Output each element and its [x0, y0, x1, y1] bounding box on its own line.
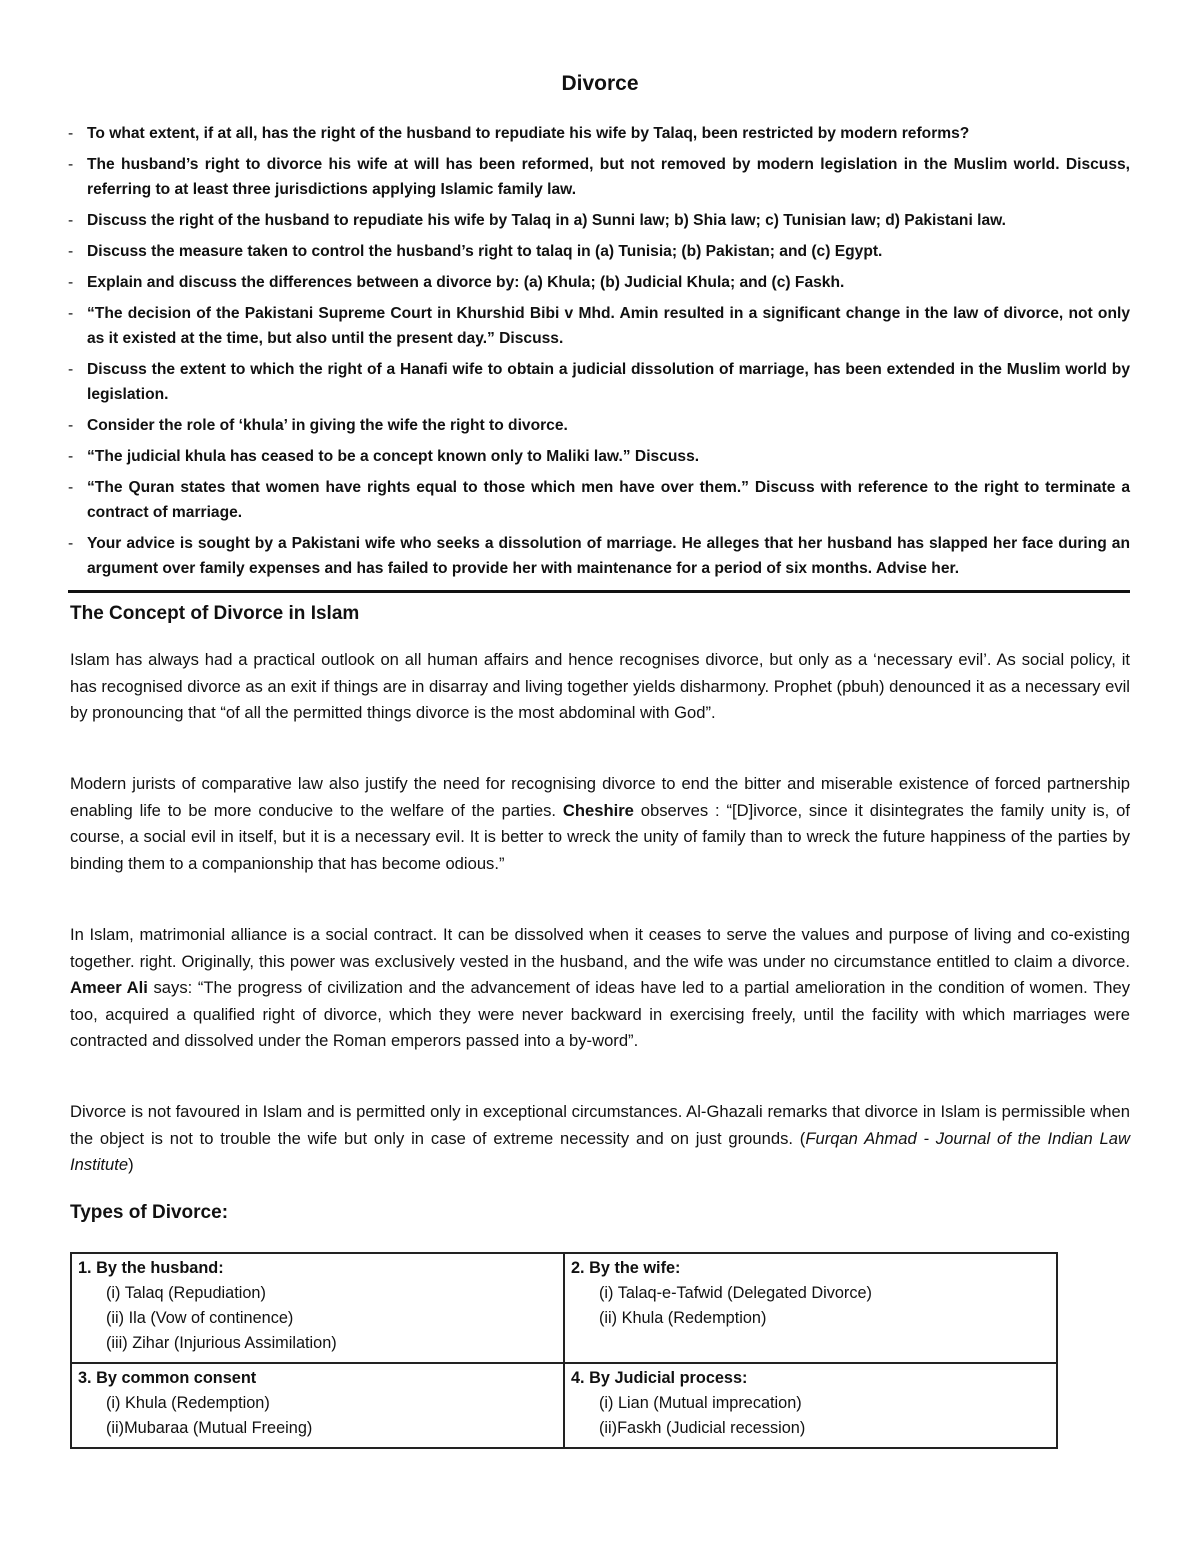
question-text: Discuss the extent to which the right of a Hanafi wife to obtain a judicial dissolution of marriage, has been extended in the Muslim world by legislation. [87, 361, 1130, 403]
question-item [66, 152, 1130, 202]
section-divider [68, 590, 1130, 593]
concept-paragraph-4 [70, 1099, 1130, 1179]
concept-heading: The Concept of Divorce in Islam [70, 603, 360, 624]
list-dash: - [68, 305, 74, 322]
table-cell [564, 1253, 1057, 1363]
question-item [66, 531, 1130, 581]
question-item [66, 301, 1130, 351]
table-row [71, 1253, 1057, 1363]
question-item [66, 270, 1130, 295]
list-dash: - [68, 243, 74, 260]
question-text: To what extent, if at all, has the right of the husband to repudiate his wife by Talaq, been restricted by modern reforms? [87, 125, 970, 142]
question-item [66, 121, 1130, 146]
concept-paragraph-2 [70, 771, 1130, 877]
question-item [66, 357, 1130, 407]
cell-item: (iii) Zihar (Injurious Assimilation) [106, 1334, 337, 1352]
paragraph-text: Modern jurists of comparative law also justify the need for recognising divorce to end the bitter and miserable existence of forced partnership enabling life to be more conducive to the welfare of the parties. [70, 774, 1130, 820]
cell-item: (ii) Ila (Vow of continence) [106, 1309, 294, 1327]
question-list [66, 121, 1130, 587]
list-dash: - [68, 274, 74, 291]
paragraph-text: ) [128, 1155, 134, 1174]
table-cell [564, 1363, 1057, 1448]
question-text: Explain and discuss the differences between a divorce by: (a) Khula; (b) Judicial Khula; and (c) Faskh. [87, 274, 845, 291]
cell-heading: 3. By common consent [78, 1369, 257, 1387]
table-row [71, 1363, 1057, 1448]
list-dash: - [68, 448, 74, 465]
concept-paragraph-3 [70, 922, 1130, 1055]
types-heading: Types of Divorce: [70, 1202, 229, 1223]
cell-heading: 2. By the wife: [571, 1259, 681, 1277]
question-item [66, 413, 1130, 438]
list-dash: - [68, 125, 74, 142]
question-text: The husband’s right to divorce his wife at will has been reformed, but not removed by modern legislation in the Muslim world. Discuss, referring to at least three jurisdictions applying Islamic family law. [87, 156, 1130, 198]
question-text: Your advice is sought by a Pakistani wife who seeks a dissolution of marriage. He alleges that her husband has slapped her face during an argument over family expenses and has failed to provide her with maintenance for a period of six months. Advise her. [87, 535, 1130, 577]
citation: Furqan Ahmad - Journal of the Indian Law Institute [70, 1128, 1131, 1174]
paragraph-text: says: “The progress of civilization and the advancement of ideas have led to a partial amelioration in the condition of women. They too, acquired a qualified right of divorce, which they were never backward in exercising freely, until the facility with which marriages were contracted and dissolved under the Roman emperors passed into a by-word”. [70, 978, 1131, 1050]
question-text: Discuss the measure taken to control the husband’s right to talaq in (a) Tunisia; (b) Pakistan; and (c) Egypt. [87, 243, 883, 260]
question-text: “The judicial khula has ceased to be a concept known only to Maliki law.” Discuss. [87, 448, 700, 465]
cell-item: (i) Khula (Redemption) [106, 1394, 270, 1412]
cell-item: (ii)Faskh (Judicial recession) [599, 1419, 806, 1437]
question-text: “The decision of the Pakistani Supreme Court in Khurshid Bibi v Mhd. Amin resulted in a significant change in the law of divorce, not only as it existed at the time, but also until the present day.” Discuss. [87, 305, 1130, 347]
list-dash: - [68, 212, 74, 229]
question-item [66, 208, 1130, 233]
paragraph-text: In Islam, matrimonial alliance is a social contract. It can be dissolved when it ceases to serve the values and purpose of living and co-existing together. right. Originally, this power was exclusively vested in the husband, and the wife was under no circumstance entitled to claim a divorce. [70, 925, 1130, 971]
list-dash: - [68, 535, 74, 552]
question-text: Discuss the right of the husband to repudiate his wife by Talaq in a) Sunni law; b) Shia law; c) Tunisian law; d) Pakistani law. [87, 212, 1006, 229]
table-cell [71, 1363, 564, 1448]
question-text: “The Quran states that women have rights equal to those which men have over them.” Discuss with reference to the right to terminate a contract of marriage. [87, 479, 1130, 521]
paragraph-text: observes : “[D]ivorce, since it disintegrates the family unity is, of course, a social evil in itself, but it is a necessary evil. It is better to wreck the unity of family than to wreck the future happiness of the parties by binding them to a companionship that has become odious.” [70, 800, 1131, 873]
question-item [66, 444, 1130, 469]
question-item [66, 475, 1130, 525]
paragraph-text: Islam has always had a practical outlook on all human affairs and hence recognises divorce, but only as a ‘necessary evil’. As social policy, it has recognised divorce as an exit if things are in disarray and living together yields disharmony. Prophet (pbuh) denounced it as a necessary evil by pronouncing that “of all the permitted things divorce is the most abdominal with God”. [70, 650, 1130, 722]
cell-item: (i) Lian (Mutual imprecation) [599, 1394, 802, 1412]
types-table [70, 1252, 1058, 1449]
list-dash: - [68, 361, 74, 378]
cell-item: (i) Talaq-e-Tafwid (Delegated Divorce) [599, 1284, 872, 1302]
cell-heading: 4. By Judicial process: [571, 1369, 748, 1387]
author-name: Ameer Ali [70, 978, 148, 997]
question-text: Consider the role of ‘khula’ in giving the wife the right to divorce. [87, 417, 568, 434]
cell-item: (ii)Mubaraa (Mutual Freeing) [106, 1419, 313, 1437]
paragraph-text: Divorce is not favoured in Islam and is permitted only in exceptional circumstances. Al-Ghazali remarks that divorce in Islam is permissible when the object is not to trouble the wife but only in case of extreme necessity and on just grounds. ( [70, 1102, 1130, 1148]
list-dash: - [68, 479, 74, 496]
cell-item: (i) Talaq (Repudiation) [106, 1284, 266, 1302]
table-cell [71, 1253, 564, 1363]
page-title: Divorce [561, 72, 639, 95]
author-name: Cheshire [562, 800, 634, 820]
list-dash: - [68, 156, 74, 173]
concept-paragraph-1 [70, 647, 1130, 727]
cell-item: (ii) Khula (Redemption) [599, 1309, 767, 1327]
cell-heading: 1. By the husband: [78, 1259, 224, 1277]
question-item [66, 239, 1130, 264]
list-dash: - [68, 417, 74, 434]
